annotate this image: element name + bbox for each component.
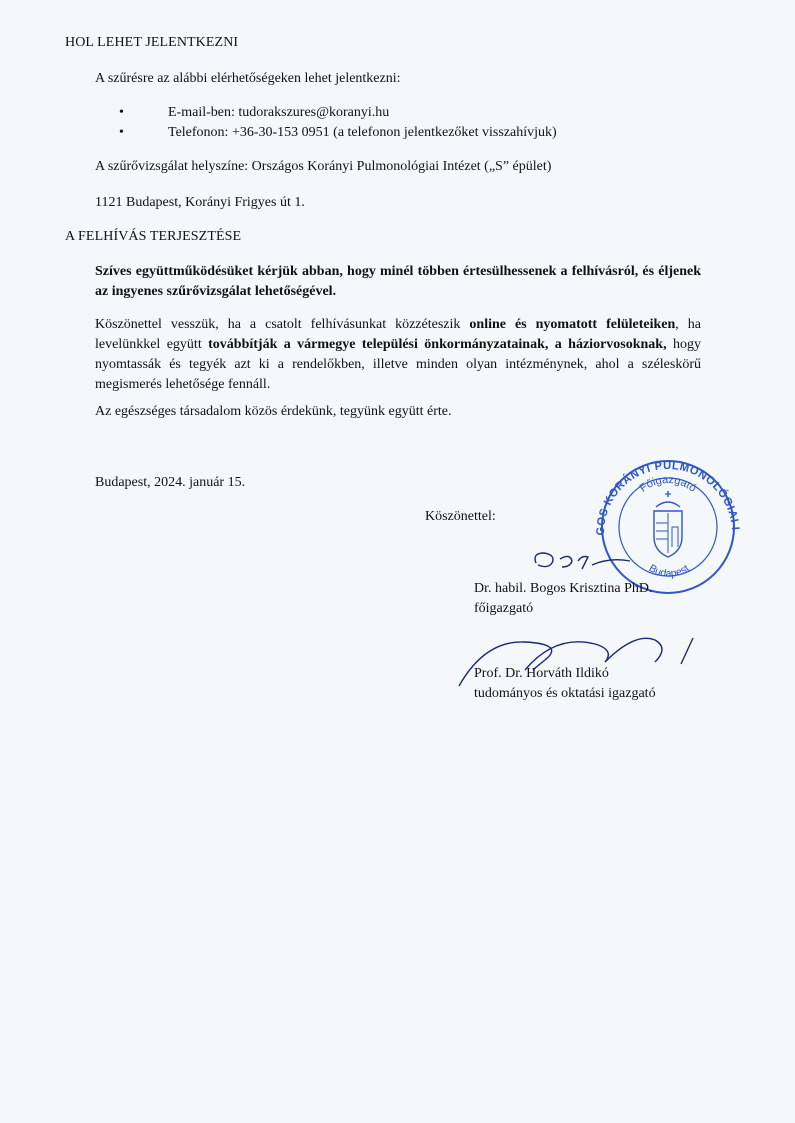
stamp-bottom-text: Budapest [646,562,692,580]
cooperation-request: Szíves együttműködésüket kérjük abban, hogy minél többen értesülhessenek a felhívásról, és éljenek az ingyenes szűrővizsgálat lehetőségével. [95,264,701,299]
bullet: • [119,105,124,120]
screening-address: 1121 Budapest, Korányi Frigyes út 1. [95,195,305,210]
regards-text: Köszönettel: [425,509,496,524]
section-heading-distribution: A FELHÍVÁS TERJESZTÉSE [65,229,242,244]
contact-email-text: E-mail-ben: tudorakszures@koranyi.hu [168,105,390,120]
bullet: • [119,125,124,140]
document-date: Budapest, 2024. január 15. [95,475,246,490]
closing-sentence: Az egészséges társadalom közös érdekünk, tegyünk együtt érte. [95,404,452,419]
screening-location: A szűrővizsgálat helyszíne: Országos Korányi Pulmonológiai Intézet („S” épület) [95,159,552,174]
signer-1 [474,579,653,619]
stamp-top-text: Főigazgató [637,473,699,495]
thanks-paragraph [95,315,701,395]
thanks-text-1: Köszönettel vesszük, ha a csatolt felhívásunkat közzéteszik [95,317,470,332]
contact-item-phone [95,123,557,143]
contact-phone-text: Telefonon: +36-30-153 0951 (a telefonon jelentkezőket visszahívjuk) [168,125,557,140]
thanks-bold-1: online és nyomatott felületeiken [469,317,676,332]
signer-2-name: Prof. Dr. Horváth Ildikó [474,666,609,681]
register-intro: A szűrésre az alábbi elérhetőségeken lehet jelentkezni: [95,71,401,86]
section-heading-register: HOL LEHET JELENTKEZNI [65,35,239,50]
thanks-bold-2: továbbítják a vármegye települési önkormányzatainak, a háziorvosoknak, [208,337,667,352]
thanks-text-3: hogy nyomtassák és tegyék azt ki a rendelőkben, illetve minden olyan intézménynek, ahol a széleskörű megismerés lehetősége fennáll. [95,337,702,392]
signer-2-title: tudományos és oktatási igazgató [474,686,656,701]
svg-text:ORSZÁGOS KORÁNYI PULMONOLÓGIAI [590,455,741,536]
signer-1-name: Dr. habil. Bogos Krisztina PhD. [474,581,653,596]
contact-list [95,103,557,143]
svg-text:Budapest [647,562,692,580]
contact-item-email [95,103,557,123]
signer-2 [474,664,656,704]
signer-1-title: főigazgató [474,601,534,616]
thanks-text-2: , ha levelünkkel együtt [95,317,701,352]
stamp-ring-text: GOS KORÁNYI PULMONOLÓGIAI I [594,459,741,536]
